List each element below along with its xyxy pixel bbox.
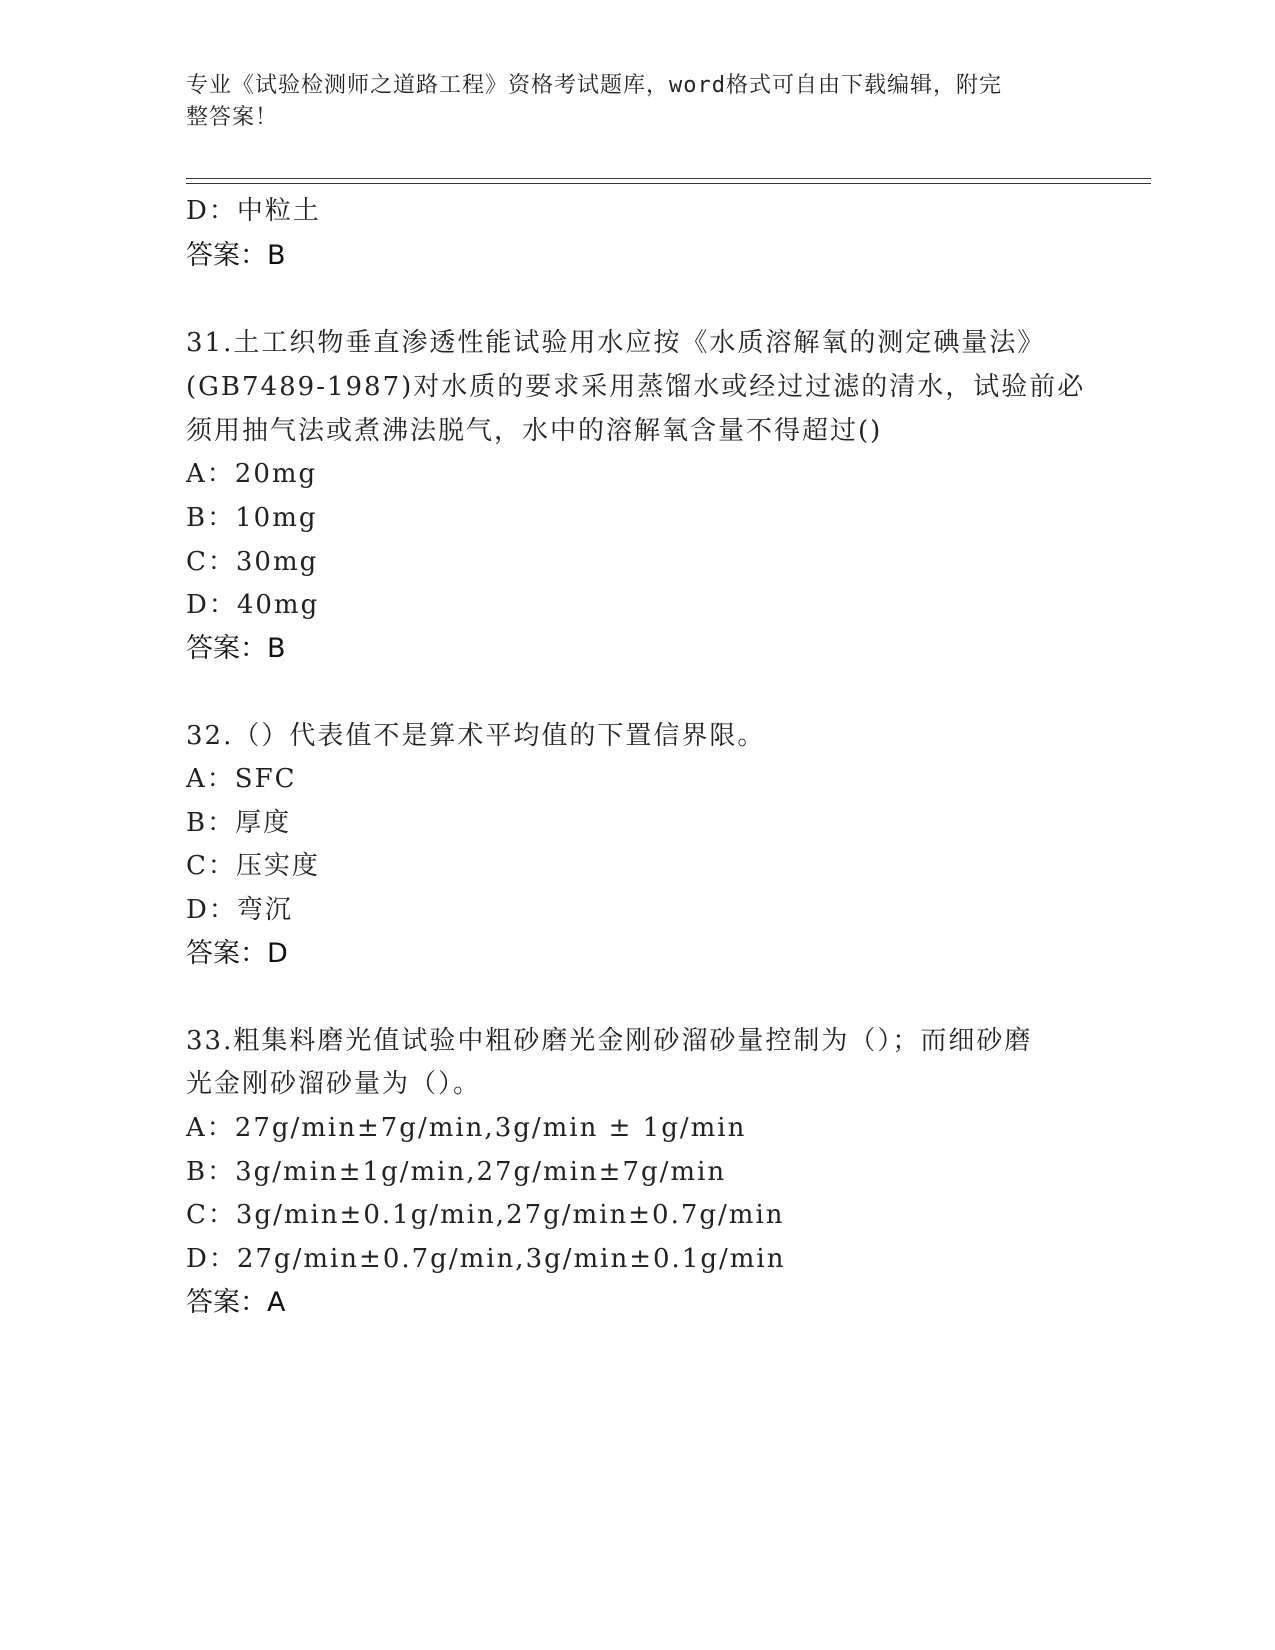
- q33-option-a: A：27g/min±7g/min,3g/min ± 1g/min: [186, 1113, 747, 1143]
- q31-stem-line-2: (GB7489-1987)对水质的要求采用蒸馏水或经过过滤的清水，试验前必: [186, 372, 1086, 402]
- q31-option-b: B：10mg: [186, 503, 318, 533]
- q31-option-a: A：20mg: [186, 459, 318, 489]
- q32-option-b: B：厚度: [186, 808, 292, 838]
- q31-answer: [186, 626, 286, 665]
- q31-stem-line-1: 31.土工织物垂直渗透性能试验用水应按《水质溶解氧的测定碘量法》: [186, 328, 1046, 358]
- header-rule-bottom: [186, 183, 1151, 184]
- answer-value: B: [267, 240, 286, 271]
- q33-stem-line-1: 33.粗集料磨光值试验中粗砂磨光金刚砂溜砂量控制为（）；而细砂磨: [186, 1026, 1033, 1056]
- q33-stem-line-2: 光金刚砂溜砂量为（）。: [186, 1069, 482, 1099]
- header-rule-top: [186, 178, 1151, 179]
- q31-option-c: C：30mg: [186, 547, 319, 577]
- q32-option-c: C：压实度: [186, 851, 320, 881]
- q30-answer: [186, 233, 286, 272]
- q32-answer: [186, 931, 288, 970]
- page-header: [186, 70, 1066, 134]
- q33-option-b: B：3g/min±1g/min,27g/min±7g/min: [186, 1157, 727, 1187]
- answer-label: 答案：: [186, 1287, 267, 1318]
- q32-stem-line-1: 32.（）代表值不是算术平均值的下置信界限。: [186, 721, 766, 751]
- answer-value: A: [267, 1287, 286, 1318]
- q33-option-d: D：27g/min±0.7g/min,3g/min±0.1g/min: [186, 1244, 786, 1274]
- header-line-2: 整答案！: [186, 105, 279, 130]
- q32-option-d: D：弯沉: [186, 895, 293, 925]
- q30-option-d: D：中粒土: [186, 196, 321, 226]
- answer-label: 答案：: [186, 240, 267, 271]
- q31-stem-line-3: 须用抽气法或煮沸法脱气，水中的溶解氧含量不得超过(): [186, 416, 883, 446]
- answer-value: B: [267, 633, 286, 664]
- q32-option-a: A：SFC: [186, 764, 297, 794]
- answer-label: 答案：: [186, 633, 267, 664]
- q33-option-c: C：3g/min±0.1g/min,27g/min±0.7g/min: [186, 1200, 785, 1230]
- q33-answer: [186, 1280, 285, 1319]
- answer-label: 答案：: [186, 938, 267, 969]
- q31-option-d: D：40mg: [186, 590, 320, 620]
- answer-value: D: [267, 938, 288, 969]
- header-line-1: 专业《试验检测师之道路工程》资格考试题库，word格式可自由下载编辑，附完: [186, 73, 1002, 98]
